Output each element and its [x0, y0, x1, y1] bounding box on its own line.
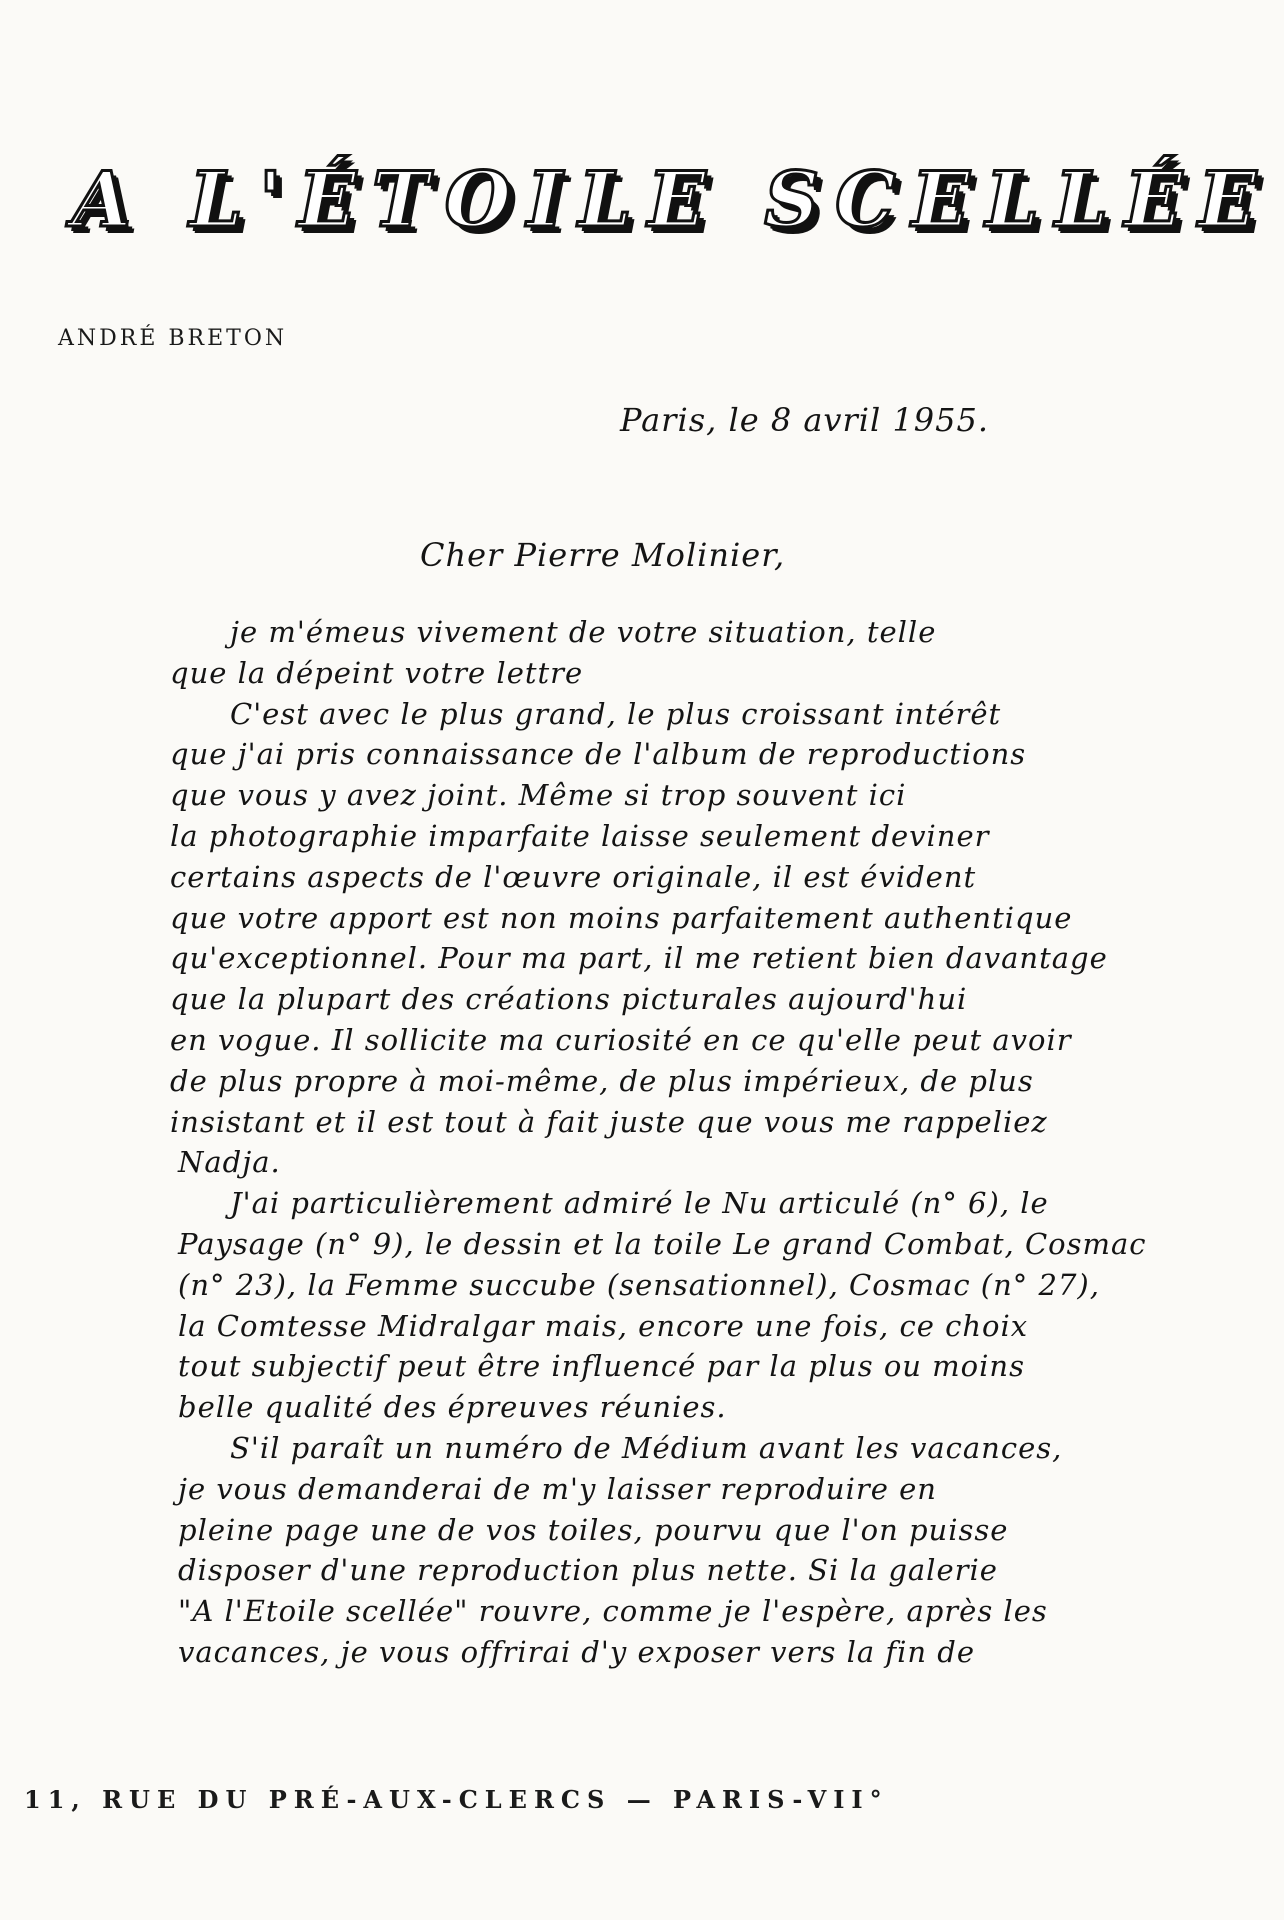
letter-line: Nadja. — [178, 1145, 281, 1180]
letter-body — [170, 612, 1230, 1673]
letter-line: vacances, je vous offrirai d'y exposer vers la fin de — [178, 1634, 976, 1669]
letter-line: Paysage (n° 9), le dessin et la toile Le grand Combat, Cosmac — [178, 1226, 1147, 1261]
letter-line: en vogue. Il sollicite ma curiosité en ce qu'elle peut avoir — [170, 1022, 1072, 1057]
letterhead-title: A L'ÉTOILE SCELLÉE — [72, 155, 1273, 244]
letter-line: qu'exceptionnel. Pour ma part, il me retient bien davantage — [170, 941, 1108, 976]
letter-line: J'ai particulièrement admiré le Nu articulé (n° 6), le — [230, 1186, 1049, 1221]
letter-salutation: Cher Pierre Molinier, — [420, 536, 786, 574]
letter-line: "A l'Etoile scellée" rouvre, comme je l'espère, après les — [178, 1594, 1048, 1629]
letter-line: je vous demanderai de m'y laisser reproduire en — [178, 1471, 937, 1506]
letter-line: que vous y avez joint. Même si trop souvent ici — [170, 778, 907, 813]
letter-line: de plus propre à moi-même, de plus impérieux, de plus — [170, 1063, 1034, 1098]
letter-line: C'est avec le plus grand, le plus croissant intérêt — [230, 696, 1002, 731]
letter-line: que j'ai pris connaissance de l'album de reproductions — [170, 737, 1027, 772]
letter-line: la photographie imparfaite laisse seulement deviner — [170, 818, 990, 853]
letter-line: que la dépeint votre lettre — [170, 655, 584, 690]
letter-line: S'il paraît un numéro de Médium avant les vacances, — [230, 1430, 1063, 1465]
letter-line: certains aspects de l'œuvre originale, il est évident — [170, 859, 977, 894]
letter-line: tout subjectif peut être influencé par la plus ou moins — [178, 1349, 1025, 1384]
letter-line: pleine page une de vos toiles, pourvu que l'on puisse — [178, 1512, 1009, 1547]
letter-date: Paris, le 8 avril 1955. — [620, 401, 990, 439]
letter-line: insistant et il est tout à fait juste que vous me rappeliez — [170, 1104, 1048, 1139]
letter-line: que la plupart des créations picturales aujourd'hui — [170, 982, 968, 1017]
letter-line: disposer d'une reproduction plus nette. Si la galerie — [178, 1553, 998, 1588]
letter-line: je m'émeus vivement de votre situation, telle — [230, 615, 937, 649]
letter-line: que votre apport est non moins parfaitement authentique — [170, 900, 1073, 935]
letter-line: la Comtesse Midralgar mais, encore une fois, ce choix — [178, 1308, 1029, 1343]
letterhead-address: 11, RUE DU PRÉ-AUX-CLERCS — PARIS-VII° — [24, 1785, 889, 1814]
letter-line: (n° 23), la Femme succube (sensationnel), Cosmac (n° 27), — [178, 1267, 1100, 1302]
letter-line: belle qualité des épreuves réunies. — [178, 1390, 727, 1425]
letterhead-author: ANDRÉ BRETON — [58, 326, 288, 351]
